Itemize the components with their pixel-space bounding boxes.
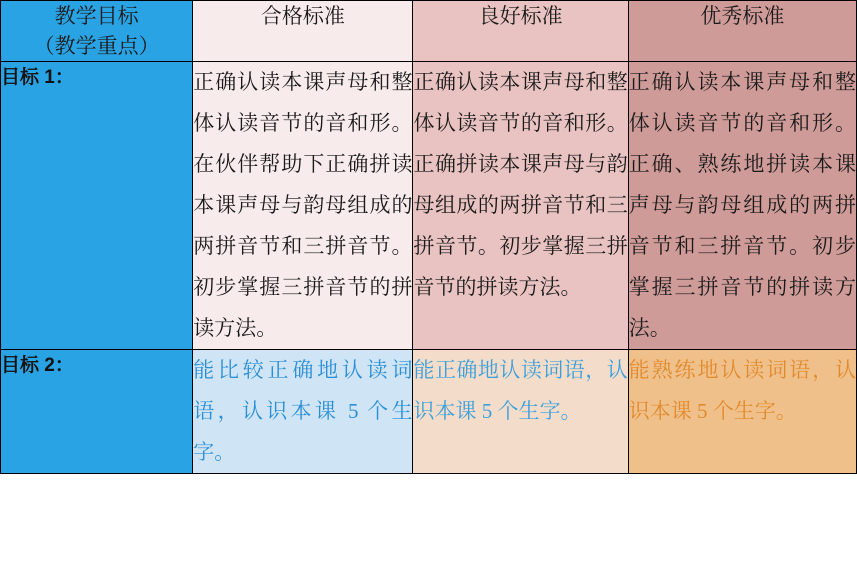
header-cell-goal	[1, 1, 193, 62]
row-label-goal-2: 目标 2：	[1, 350, 193, 474]
header-cell-pass: 合格标准	[193, 1, 413, 62]
header-goal-line2: （教学重点）	[33, 34, 160, 58]
goal-1-pass-standard: 正确认读本课声母和整体认读音节的音和形。在伙伴帮助下正确拼读本课声母与韵母组成的两拼音节和三拼音节。初步掌握三拼音节的拼读方法。	[193, 62, 413, 350]
goal-2-excellent-standard: 能熟练地认读词语，认识本课 5 个生字。	[628, 350, 856, 474]
header-cell-excellent: 优秀标准	[628, 1, 856, 62]
row-label-goal-1: 目标 1：	[1, 62, 193, 350]
table-row	[1, 62, 857, 350]
header-cell-good: 良好标准	[413, 1, 628, 62]
table-row	[1, 350, 857, 474]
goal-2-pass-standard: 能比较正确地认读词语，认识本课 5 个生字。	[193, 350, 413, 474]
goal-1-excellent-standard: 正确认读本课声母和整体认读音节的音和形。正确、熟练地拼读本课声母与韵母组成的两拼音节和三拼音节。初步掌握三拼音节的拼读方法。	[628, 62, 856, 350]
goal-1-good-standard: 正确认读本课声母和整体认读音节的音和形。正确拼读本课声母与韵母组成的两拼音节和三拼音节。初步掌握三拼音节的拼读方法。	[413, 62, 628, 350]
goal-2-good-standard: 能正确地认读词语，认识本课 5 个生字。	[413, 350, 628, 474]
header-goal-line1: 教学目标	[54, 4, 139, 28]
table-header-row	[1, 1, 857, 62]
